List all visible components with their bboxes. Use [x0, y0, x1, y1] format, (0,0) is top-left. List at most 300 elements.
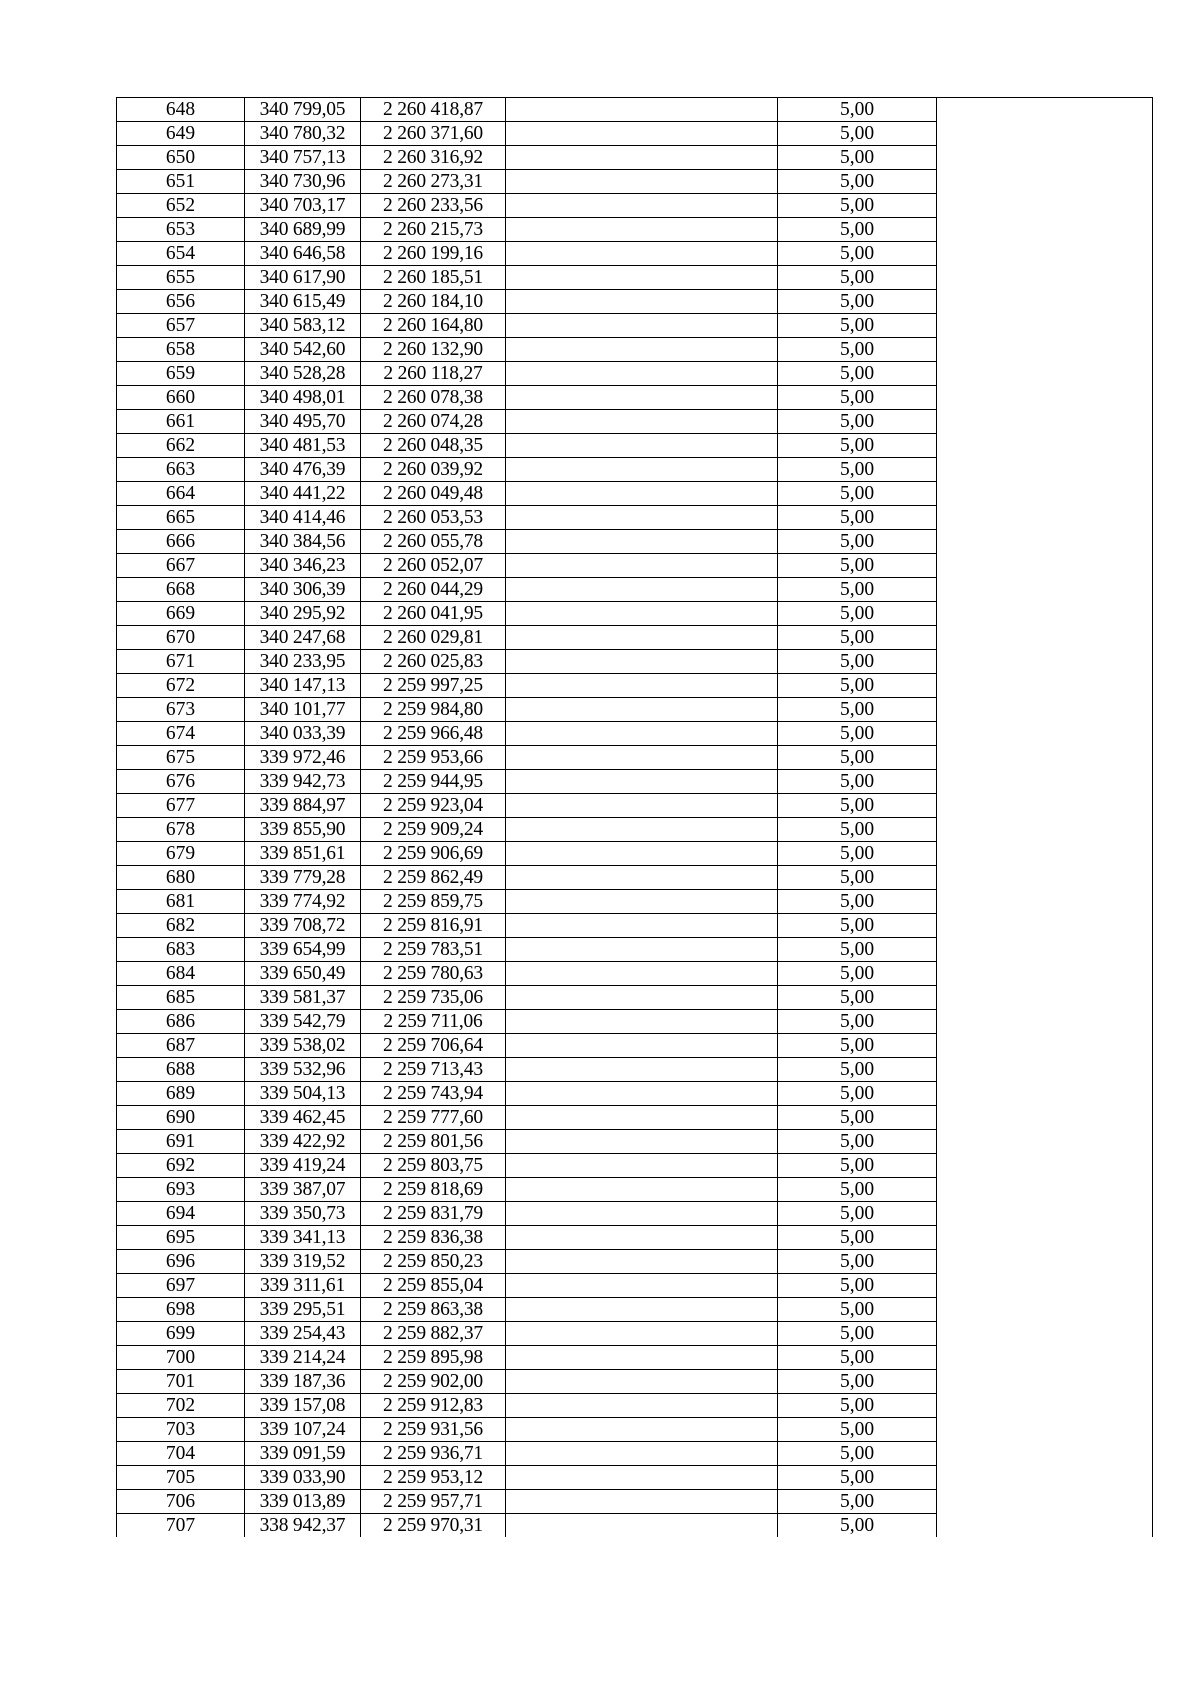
value-cell: 5,00: [778, 482, 937, 506]
y-coordinate-cell: 2 259 816,91: [361, 914, 506, 938]
empty-cell: [506, 386, 778, 410]
y-coordinate-cell: 2 260 132,90: [361, 338, 506, 362]
remarks-cell: [937, 770, 1153, 794]
point-number-cell: 674: [117, 722, 245, 746]
point-number-cell: 662: [117, 434, 245, 458]
empty-cell: [506, 1178, 778, 1202]
table-row: [117, 1370, 1153, 1394]
empty-cell: [506, 1418, 778, 1442]
point-number-cell: 701: [117, 1370, 245, 1394]
y-coordinate-cell: 2 260 041,95: [361, 602, 506, 626]
remarks-cell: [937, 1178, 1153, 1202]
empty-cell: [506, 434, 778, 458]
x-coordinate-cell: 339 319,52: [245, 1250, 361, 1274]
point-number-cell: 682: [117, 914, 245, 938]
point-number-cell: 673: [117, 698, 245, 722]
empty-cell: [506, 482, 778, 506]
x-coordinate-cell: 339 341,13: [245, 1226, 361, 1250]
empty-cell: [506, 506, 778, 530]
y-coordinate-cell: 2 260 053,53: [361, 506, 506, 530]
value-cell: 5,00: [778, 194, 937, 218]
remarks-cell: [937, 842, 1153, 866]
x-coordinate-cell: 340 495,70: [245, 410, 361, 434]
empty-cell: [506, 1058, 778, 1082]
empty-cell: [506, 458, 778, 482]
remarks-cell: [937, 554, 1153, 578]
empty-cell: [506, 170, 778, 194]
value-cell: 5,00: [778, 506, 937, 530]
value-cell: 5,00: [778, 1058, 937, 1082]
y-coordinate-cell: 2 259 780,63: [361, 962, 506, 986]
x-coordinate-cell: 339 532,96: [245, 1058, 361, 1082]
table-row: [117, 1130, 1153, 1154]
x-coordinate-cell: 340 033,39: [245, 722, 361, 746]
empty-cell: [506, 1370, 778, 1394]
remarks-cell: [937, 626, 1153, 650]
remarks-cell: [937, 914, 1153, 938]
value-cell: 5,00: [778, 266, 937, 290]
empty-cell: [506, 986, 778, 1010]
remarks-cell: [937, 1346, 1153, 1370]
y-coordinate-cell: 2 260 273,31: [361, 170, 506, 194]
remarks-cell: [937, 818, 1153, 842]
remarks-cell: [937, 1514, 1153, 1538]
remarks-cell: [937, 146, 1153, 170]
remarks-cell: [937, 242, 1153, 266]
value-cell: 5,00: [778, 578, 937, 602]
empty-cell: [506, 1394, 778, 1418]
value-cell: 5,00: [778, 1106, 937, 1130]
point-number-cell: 650: [117, 146, 245, 170]
remarks-cell: [937, 1130, 1153, 1154]
value-cell: 5,00: [778, 1274, 937, 1298]
value-cell: 5,00: [778, 914, 937, 938]
empty-cell: [506, 1250, 778, 1274]
remarks-cell: [937, 266, 1153, 290]
point-number-cell: 648: [117, 98, 245, 122]
remarks-cell: [937, 482, 1153, 506]
y-coordinate-cell: 2 259 706,64: [361, 1034, 506, 1058]
value-cell: 5,00: [778, 530, 937, 554]
x-coordinate-cell: 339 972,46: [245, 746, 361, 770]
x-coordinate-cell: 340 384,56: [245, 530, 361, 554]
x-coordinate-cell: 339 311,61: [245, 1274, 361, 1298]
point-number-cell: 651: [117, 170, 245, 194]
table-row: [117, 194, 1153, 218]
remarks-cell: [937, 794, 1153, 818]
y-coordinate-cell: 2 259 936,71: [361, 1442, 506, 1466]
point-number-cell: 689: [117, 1082, 245, 1106]
value-cell: 5,00: [778, 1298, 937, 1322]
value-cell: 5,00: [778, 794, 937, 818]
x-coordinate-cell: 340 646,58: [245, 242, 361, 266]
empty-cell: [506, 122, 778, 146]
x-coordinate-cell: 339 779,28: [245, 866, 361, 890]
value-cell: 5,00: [778, 1490, 937, 1514]
empty-cell: [506, 962, 778, 986]
remarks-cell: [937, 1226, 1153, 1250]
remarks-cell: [937, 314, 1153, 338]
y-coordinate-cell: 2 259 953,66: [361, 746, 506, 770]
x-coordinate-cell: 339 254,43: [245, 1322, 361, 1346]
remarks-cell: [937, 1322, 1153, 1346]
table-row: [117, 386, 1153, 410]
y-coordinate-cell: 2 259 909,24: [361, 818, 506, 842]
x-coordinate-cell: 340 730,96: [245, 170, 361, 194]
point-number-cell: 699: [117, 1322, 245, 1346]
table-row: [117, 122, 1153, 146]
value-cell: 5,00: [778, 242, 937, 266]
x-coordinate-cell: 340 703,17: [245, 194, 361, 218]
x-coordinate-cell: 339 387,07: [245, 1178, 361, 1202]
remarks-cell: [937, 722, 1153, 746]
table-row: [117, 1202, 1153, 1226]
y-coordinate-cell: 2 259 783,51: [361, 938, 506, 962]
y-coordinate-cell: 2 260 215,73: [361, 218, 506, 242]
empty-cell: [506, 362, 778, 386]
table-row: [117, 1514, 1153, 1538]
point-number-cell: 700: [117, 1346, 245, 1370]
empty-cell: [506, 554, 778, 578]
remarks-cell: [937, 1490, 1153, 1514]
remarks-cell: [937, 434, 1153, 458]
empty-cell: [506, 602, 778, 626]
x-coordinate-cell: 340 528,28: [245, 362, 361, 386]
y-coordinate-cell: 2 259 711,06: [361, 1010, 506, 1034]
y-coordinate-cell: 2 260 316,92: [361, 146, 506, 170]
point-number-cell: 697: [117, 1274, 245, 1298]
y-coordinate-cell: 2 260 039,92: [361, 458, 506, 482]
x-coordinate-cell: 339 851,61: [245, 842, 361, 866]
value-cell: 5,00: [778, 1346, 937, 1370]
coordinates-table-body: [117, 98, 1153, 1538]
remarks-cell: [937, 650, 1153, 674]
table-row: [117, 338, 1153, 362]
remarks-cell: [937, 1106, 1153, 1130]
remarks-cell: [937, 938, 1153, 962]
table-row: [117, 1250, 1153, 1274]
x-coordinate-cell: 339 187,36: [245, 1370, 361, 1394]
y-coordinate-cell: 2 259 953,12: [361, 1466, 506, 1490]
point-number-cell: 698: [117, 1298, 245, 1322]
x-coordinate-cell: 340 147,13: [245, 674, 361, 698]
value-cell: 5,00: [778, 338, 937, 362]
remarks-cell: [937, 674, 1153, 698]
y-coordinate-cell: 2 259 850,23: [361, 1250, 506, 1274]
value-cell: 5,00: [778, 1514, 937, 1538]
remarks-cell: [937, 98, 1153, 122]
table-row: [117, 290, 1153, 314]
y-coordinate-cell: 2 259 743,94: [361, 1082, 506, 1106]
table-row: [117, 1418, 1153, 1442]
table-row: [117, 962, 1153, 986]
empty-cell: [506, 1034, 778, 1058]
y-coordinate-cell: 2 259 803,75: [361, 1154, 506, 1178]
x-coordinate-cell: 339 419,24: [245, 1154, 361, 1178]
point-number-cell: 687: [117, 1034, 245, 1058]
y-coordinate-cell: 2 260 371,60: [361, 122, 506, 146]
y-coordinate-cell: 2 259 931,56: [361, 1418, 506, 1442]
point-number-cell: 680: [117, 866, 245, 890]
x-coordinate-cell: 340 780,32: [245, 122, 361, 146]
remarks-cell: [937, 530, 1153, 554]
table-row: [117, 170, 1153, 194]
x-coordinate-cell: 340 101,77: [245, 698, 361, 722]
empty-cell: [506, 722, 778, 746]
y-coordinate-cell: 2 260 029,81: [361, 626, 506, 650]
point-number-cell: 679: [117, 842, 245, 866]
x-coordinate-cell: 339 013,89: [245, 1490, 361, 1514]
empty-cell: [506, 1298, 778, 1322]
empty-cell: [506, 338, 778, 362]
point-number-cell: 667: [117, 554, 245, 578]
x-coordinate-cell: 340 306,39: [245, 578, 361, 602]
x-coordinate-cell: 338 942,37: [245, 1514, 361, 1538]
table-row: [117, 410, 1153, 434]
remarks-cell: [937, 290, 1153, 314]
x-coordinate-cell: 340 689,99: [245, 218, 361, 242]
value-cell: 5,00: [778, 98, 937, 122]
table-row: [117, 1058, 1153, 1082]
remarks-cell: [937, 1298, 1153, 1322]
value-cell: 5,00: [778, 602, 937, 626]
point-number-cell: 681: [117, 890, 245, 914]
x-coordinate-cell: 339 350,73: [245, 1202, 361, 1226]
value-cell: 5,00: [778, 554, 937, 578]
remarks-cell: [937, 170, 1153, 194]
x-coordinate-cell: 340 583,12: [245, 314, 361, 338]
remarks-cell: [937, 386, 1153, 410]
table-row: [117, 218, 1153, 242]
table-row: [117, 1322, 1153, 1346]
remarks-cell: [937, 506, 1153, 530]
x-coordinate-cell: 340 295,92: [245, 602, 361, 626]
empty-cell: [506, 146, 778, 170]
table-row: [117, 866, 1153, 890]
point-number-cell: 692: [117, 1154, 245, 1178]
point-number-cell: 683: [117, 938, 245, 962]
value-cell: 5,00: [778, 170, 937, 194]
value-cell: 5,00: [778, 1010, 937, 1034]
table-row: [117, 530, 1153, 554]
x-coordinate-cell: 339 091,59: [245, 1442, 361, 1466]
empty-cell: [506, 1130, 778, 1154]
y-coordinate-cell: 2 259 818,69: [361, 1178, 506, 1202]
value-cell: 5,00: [778, 1250, 937, 1274]
value-cell: 5,00: [778, 1394, 937, 1418]
x-coordinate-cell: 340 441,22: [245, 482, 361, 506]
empty-cell: [506, 914, 778, 938]
x-coordinate-cell: 340 346,23: [245, 554, 361, 578]
x-coordinate-cell: 340 476,39: [245, 458, 361, 482]
table-row: [117, 1082, 1153, 1106]
y-coordinate-cell: 2 260 048,35: [361, 434, 506, 458]
empty-cell: [506, 410, 778, 434]
table-row: [117, 1226, 1153, 1250]
x-coordinate-cell: 340 617,90: [245, 266, 361, 290]
point-number-cell: 669: [117, 602, 245, 626]
table-row: [117, 578, 1153, 602]
x-coordinate-cell: 340 757,13: [245, 146, 361, 170]
x-coordinate-cell: 340 481,53: [245, 434, 361, 458]
remarks-cell: [937, 602, 1153, 626]
point-number-cell: 663: [117, 458, 245, 482]
remarks-cell: [937, 746, 1153, 770]
point-number-cell: 665: [117, 506, 245, 530]
y-coordinate-cell: 2 259 831,79: [361, 1202, 506, 1226]
value-cell: 5,00: [778, 362, 937, 386]
empty-cell: [506, 1346, 778, 1370]
y-coordinate-cell: 2 259 966,48: [361, 722, 506, 746]
table-row: [117, 242, 1153, 266]
value-cell: 5,00: [778, 1226, 937, 1250]
empty-cell: [506, 1154, 778, 1178]
y-coordinate-cell: 2 259 906,69: [361, 842, 506, 866]
table-row: [117, 674, 1153, 698]
value-cell: 5,00: [778, 866, 937, 890]
table-row: [117, 1442, 1153, 1466]
y-coordinate-cell: 2 259 895,98: [361, 1346, 506, 1370]
remarks-cell: [937, 338, 1153, 362]
table-row: [117, 506, 1153, 530]
y-coordinate-cell: 2 259 912,83: [361, 1394, 506, 1418]
x-coordinate-cell: 340 498,01: [245, 386, 361, 410]
point-number-cell: 672: [117, 674, 245, 698]
y-coordinate-cell: 2 260 184,10: [361, 290, 506, 314]
y-coordinate-cell: 2 259 801,56: [361, 1130, 506, 1154]
point-number-cell: 658: [117, 338, 245, 362]
point-number-cell: 659: [117, 362, 245, 386]
remarks-cell: [937, 578, 1153, 602]
point-number-cell: 695: [117, 1226, 245, 1250]
table-row: [117, 1106, 1153, 1130]
table-row: [117, 458, 1153, 482]
y-coordinate-cell: 2 260 074,28: [361, 410, 506, 434]
y-coordinate-cell: 2 259 855,04: [361, 1274, 506, 1298]
point-number-cell: 691: [117, 1130, 245, 1154]
table-row: [117, 890, 1153, 914]
empty-cell: [506, 98, 778, 122]
y-coordinate-cell: 2 259 902,00: [361, 1370, 506, 1394]
table-row: [117, 626, 1153, 650]
point-number-cell: 690: [117, 1106, 245, 1130]
point-number-cell: 666: [117, 530, 245, 554]
x-coordinate-cell: 340 542,60: [245, 338, 361, 362]
point-number-cell: 654: [117, 242, 245, 266]
table-row: [117, 434, 1153, 458]
empty-cell: [506, 746, 778, 770]
remarks-cell: [937, 1370, 1153, 1394]
y-coordinate-cell: 2 259 882,37: [361, 1322, 506, 1346]
coordinates-table: [116, 97, 1153, 1537]
x-coordinate-cell: 340 233,95: [245, 650, 361, 674]
y-coordinate-cell: 2 260 199,16: [361, 242, 506, 266]
y-coordinate-cell: 2 260 044,29: [361, 578, 506, 602]
y-coordinate-cell: 2 260 233,56: [361, 194, 506, 218]
x-coordinate-cell: 339 542,79: [245, 1010, 361, 1034]
table-row: [117, 602, 1153, 626]
value-cell: 5,00: [778, 314, 937, 338]
y-coordinate-cell: 2 259 957,71: [361, 1490, 506, 1514]
table-row: [117, 818, 1153, 842]
table-row: [117, 362, 1153, 386]
table-row: [117, 98, 1153, 122]
x-coordinate-cell: 339 033,90: [245, 1466, 361, 1490]
x-coordinate-cell: 339 581,37: [245, 986, 361, 1010]
point-number-cell: 664: [117, 482, 245, 506]
value-cell: 5,00: [778, 650, 937, 674]
point-number-cell: 693: [117, 1178, 245, 1202]
empty-cell: [506, 1514, 778, 1538]
point-number-cell: 678: [117, 818, 245, 842]
point-number-cell: 655: [117, 266, 245, 290]
x-coordinate-cell: 339 422,92: [245, 1130, 361, 1154]
empty-cell: [506, 842, 778, 866]
y-coordinate-cell: 2 259 923,04: [361, 794, 506, 818]
y-coordinate-cell: 2 259 859,75: [361, 890, 506, 914]
value-cell: 5,00: [778, 146, 937, 170]
point-number-cell: 702: [117, 1394, 245, 1418]
empty-cell: [506, 1322, 778, 1346]
table-row: [117, 266, 1153, 290]
empty-cell: [506, 1082, 778, 1106]
empty-cell: [506, 242, 778, 266]
empty-cell: [506, 794, 778, 818]
point-number-cell: 677: [117, 794, 245, 818]
value-cell: 5,00: [778, 962, 937, 986]
empty-cell: [506, 770, 778, 794]
point-number-cell: 676: [117, 770, 245, 794]
point-number-cell: 671: [117, 650, 245, 674]
point-number-cell: 706: [117, 1490, 245, 1514]
table-row: [117, 1298, 1153, 1322]
remarks-cell: [937, 1010, 1153, 1034]
empty-cell: [506, 290, 778, 314]
table-row: [117, 650, 1153, 674]
y-coordinate-cell: 2 259 777,60: [361, 1106, 506, 1130]
remarks-cell: [937, 1274, 1153, 1298]
table-row: [117, 842, 1153, 866]
value-cell: 5,00: [778, 746, 937, 770]
table-row: [117, 314, 1153, 338]
y-coordinate-cell: 2 259 735,06: [361, 986, 506, 1010]
point-number-cell: 694: [117, 1202, 245, 1226]
y-coordinate-cell: 2 260 418,87: [361, 98, 506, 122]
y-coordinate-cell: 2 259 863,38: [361, 1298, 506, 1322]
x-coordinate-cell: 339 504,13: [245, 1082, 361, 1106]
remarks-cell: [937, 1418, 1153, 1442]
point-number-cell: 703: [117, 1418, 245, 1442]
x-coordinate-cell: 339 855,90: [245, 818, 361, 842]
x-coordinate-cell: 340 247,68: [245, 626, 361, 650]
x-coordinate-cell: 339 462,45: [245, 1106, 361, 1130]
point-number-cell: 684: [117, 962, 245, 986]
remarks-cell: [937, 698, 1153, 722]
value-cell: 5,00: [778, 122, 937, 146]
value-cell: 5,00: [778, 674, 937, 698]
point-number-cell: 707: [117, 1514, 245, 1538]
y-coordinate-cell: 2 260 185,51: [361, 266, 506, 290]
remarks-cell: [937, 1250, 1153, 1274]
value-cell: 5,00: [778, 626, 937, 650]
x-coordinate-cell: 339 884,97: [245, 794, 361, 818]
x-coordinate-cell: 339 107,24: [245, 1418, 361, 1442]
x-coordinate-cell: 339 654,99: [245, 938, 361, 962]
x-coordinate-cell: 339 708,72: [245, 914, 361, 938]
value-cell: 5,00: [778, 218, 937, 242]
value-cell: 5,00: [778, 1466, 937, 1490]
remarks-cell: [937, 1466, 1153, 1490]
